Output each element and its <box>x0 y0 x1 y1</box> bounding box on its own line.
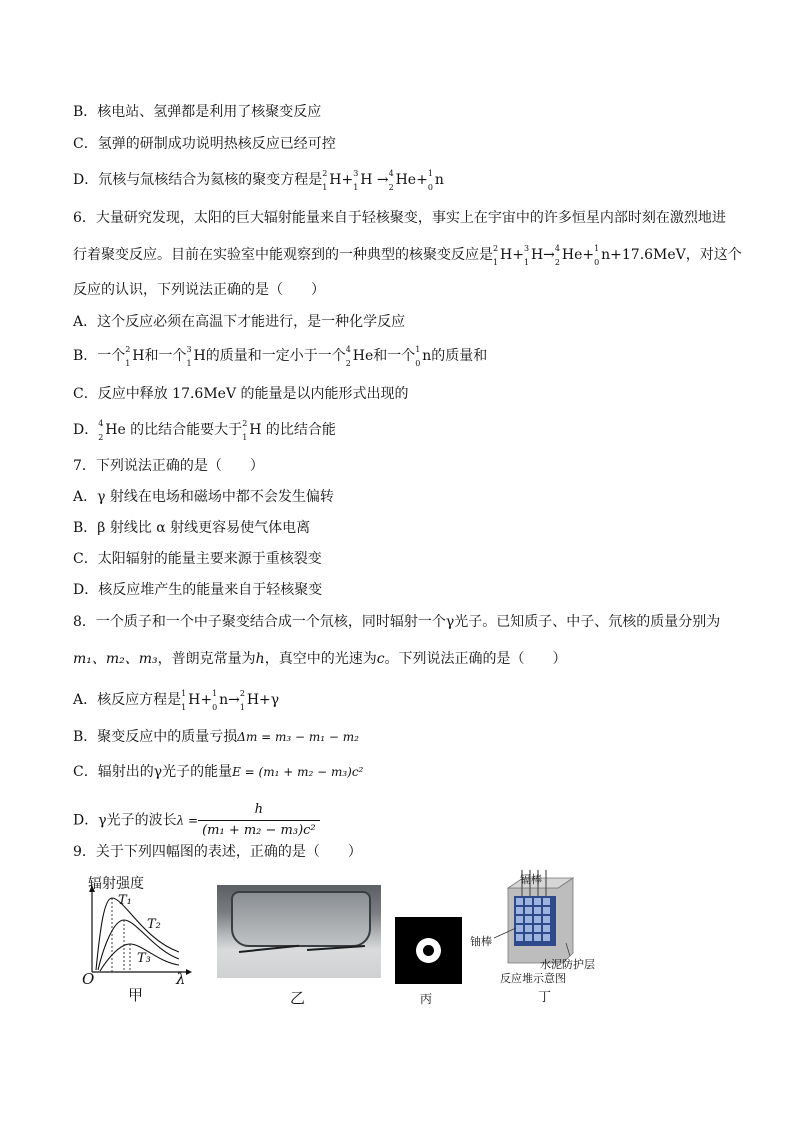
wavelength-fraction: $\frac{h}{\text{(m₁ + m₂ − m₃)c²}}$ <box>198 800 320 841</box>
q8-option-b: B．聚变反应中的质量亏损Δm = m₃ − m₁ − m₂ <box>73 729 359 745</box>
curve-label-t1: T₁ <box>118 893 132 908</box>
nuclide-h2: 2 1 H <box>322 169 342 192</box>
diffraction-pattern-image <box>395 917 462 984</box>
graph-origin: O <box>82 970 95 988</box>
q7-option-d: D．核反应堆产生的能量来自于轻核聚变 <box>73 582 323 598</box>
q9-stem: 9．关于下列四幅图的表述，正确的是（ ） <box>73 844 362 860</box>
q5-option-c: C．氢弹的研制成功说明热核反应已经可控 <box>73 136 336 152</box>
q8-option-c: C．辐射出的γ光子的能量E = (m₁ + m₂ − m₃)c² <box>73 764 364 780</box>
q6-option-a: A．这个反应必须在高温下才能进行，是一种化学反应 <box>73 314 406 330</box>
figure-caption-jia: 甲 <box>128 986 144 1004</box>
figure-caption-bing: 丙 <box>420 992 433 1006</box>
figure-caption-yi: 乙 <box>290 989 306 1007</box>
q8-option-d: D．γ光子的波长λ = $\frac{h}{\text{(m₁ + m₂ − m₃)c²}}$ <box>73 800 320 841</box>
curve-label-t2: T₂ <box>147 917 161 932</box>
reactor-label-cadmium-rods: 镉棒 <box>520 873 542 886</box>
q7-option-c: C．太阳辐射的能量主要来源于重核裂变 <box>73 551 322 567</box>
q8-stem-line1: 8．一个质子和一个中子聚变结合成一个氘核，同时辐射一个γ光子。已知质子、中子、氘核的质量分别为 <box>73 614 721 630</box>
curve-label-t3: T₃ <box>137 951 151 966</box>
reactor-label-cement-shield: 水泥防护层 <box>540 958 595 971</box>
q6-stem-line1: 6．大量研究发现，太阳的巨大辐射能量来自于轻核聚变，事实上在宇宙中的许多恒星内部时刻在激烈地进 <box>73 210 726 226</box>
nuclide-n: 1 0 n <box>427 169 444 192</box>
reactor-label-diagram-title: 反应堆示意图 <box>500 972 566 985</box>
nuclide-h3: 3 1 H <box>353 169 373 192</box>
q7-option-a: A．γ 射线在电场和磁场中都不会发生偏转 <box>73 489 334 505</box>
q5-option-b: B．核电站、氢弹都是利用了核聚变反应 <box>73 104 322 120</box>
reactor-label-uranium-rods: 铀棒 <box>470 935 492 948</box>
q8-stem-line2: m₁、m₂、m₃，普朗克常量为h，真空中的光速为c。下列说法正确的是（ ） <box>73 651 567 667</box>
q6-stem-line2: 行着聚变反应。目前在实验室中能观察到的一种典型的核聚变反应是 2 1 H+ 3 1 H→ 4 2 He+ 1 0 n+17.6MeV，对这个 <box>73 244 742 267</box>
q5-option-d: D．氘核与氚核结合为氦核的聚变方程是 2 1 H+ 3 1 H → 4 2 He+ 1 0 n <box>73 169 444 192</box>
q7-option-b: B．β 射线比 α 射线更容易使气体电离 <box>73 520 311 536</box>
q6-option-b: B．一个 2 1 H和一个 3 1 H的质量和一定小于一个 4 2 He和一个 1 0 n的质量和 <box>73 345 488 368</box>
graph-y-label: 辐射强度 <box>88 876 144 892</box>
nuclide-he4: 4 2 He <box>388 169 417 192</box>
q8-option-a: A．核反应方程是 1 1 H+ 1 0 n→ 2 1 H+γ <box>73 689 280 712</box>
graph-x-label: λ <box>176 970 186 988</box>
q6-stem-line3: 反应的认识，下列说法正确的是（ ） <box>73 282 325 298</box>
q7-stem: 7．下列说法正确的是（ ） <box>73 458 264 474</box>
q6-option-c: C．反应中释放 17.6MeV 的能量是以内能形式出现的 <box>73 386 409 402</box>
figure-caption-ding: 丁 <box>538 990 552 1005</box>
q6-option-d: D． 4 2 He 的比结合能要大于 2 1 H 的比结合能 <box>73 419 336 442</box>
car-windshield-photo <box>217 885 381 978</box>
